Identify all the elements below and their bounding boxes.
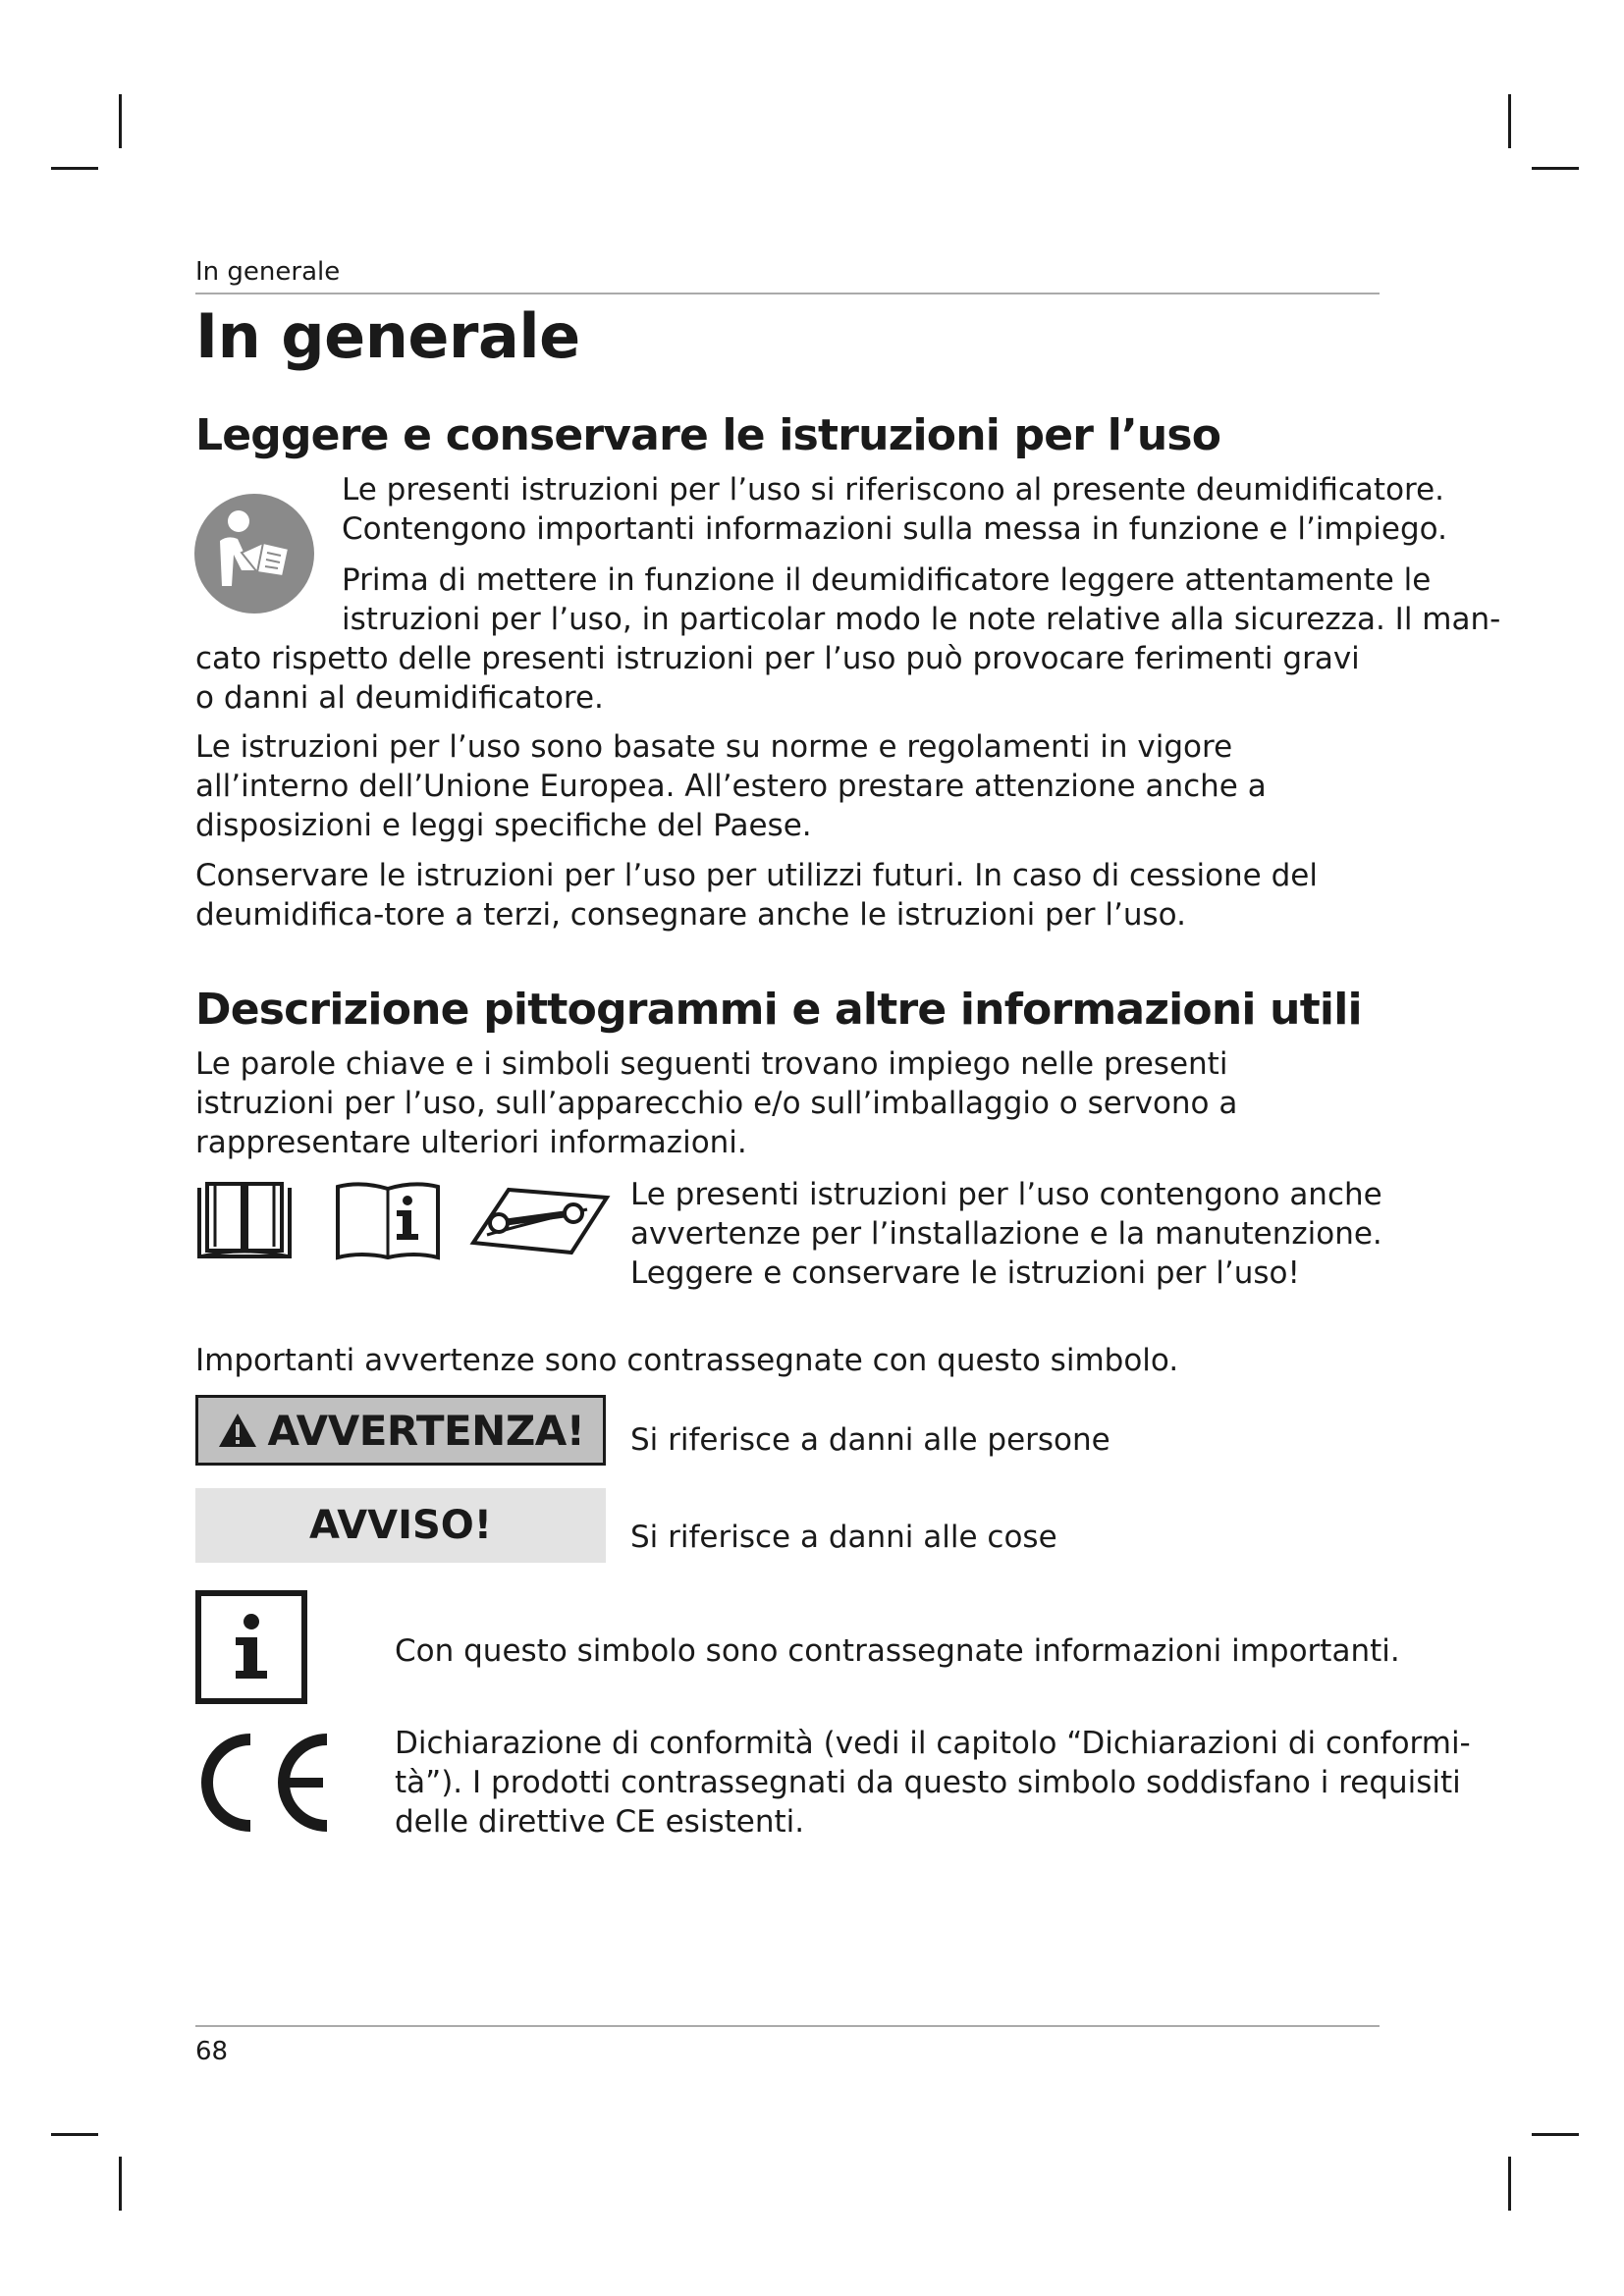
intro-line: Le presenti istruzioni per l’uso si riferiscono al presente deumidificatore. bbox=[342, 472, 1445, 507]
wrench-book-icon bbox=[469, 1184, 611, 1258]
crop-mark bbox=[119, 94, 122, 148]
important-note: Importanti avvertenze sono contrassegnate con questo simbolo. bbox=[195, 1343, 1179, 1378]
paragraph bbox=[195, 639, 1374, 718]
manual-note-line: avvertenze per l’installazione e la manutenzione. bbox=[630, 1216, 1382, 1252]
paragraph-text: Le istruzioni per l’uso sono basate su norme e regolamenti in vigore all’interno dell’Unione Europea. All’estero prestare attenzione anche a disposizioni e leggi specifiche del Paese. bbox=[195, 729, 1267, 843]
paragraph-text: Le parole chiave e i simboli seguenti trovano impiego nelle presenti istruzioni per l’uso, sull’apparecchio e/o sull’imballaggio o servono a rappresentare ulteriori informazioni. bbox=[195, 1046, 1238, 1160]
crop-mark bbox=[1532, 167, 1579, 170]
ce-description-line: Dichiarazione di conformità (vedi il capitolo “Dichiarazioni di conformi- bbox=[395, 1726, 1471, 1761]
ce-mark-icon bbox=[195, 1730, 333, 1836]
section-heading-instructions: Leggere e conservare le istruzioni per l’uso bbox=[195, 410, 1221, 460]
open-book-icon bbox=[195, 1178, 294, 1260]
crop-mark bbox=[119, 2157, 122, 2211]
crop-mark bbox=[1532, 2133, 1579, 2136]
warning-triangle-icon bbox=[217, 1412, 258, 1449]
crop-mark bbox=[1508, 2157, 1511, 2211]
info-icon bbox=[195, 1590, 307, 1704]
section-heading-pictograms: Descrizione pittogrammi e altre informazioni utili bbox=[195, 985, 1362, 1035]
ce-description-line: tà”). I prodotti contrassegnati da questo simbolo soddisfano i requisiti bbox=[395, 1765, 1461, 1800]
running-header: In generale bbox=[195, 257, 341, 287]
notice-description: Si riferisce a danni alle cose bbox=[630, 1520, 1057, 1555]
paragraph bbox=[195, 727, 1325, 845]
footer-rule bbox=[195, 2025, 1380, 2027]
warning-description: Si riferisce a danni alle persone bbox=[630, 1422, 1110, 1458]
info-description: Con questo simbolo sono contrassegnate informazioni importanti. bbox=[395, 1633, 1400, 1669]
ce-description-line: delle direttive CE esistenti. bbox=[395, 1804, 805, 1840]
paragraph-text: Conservare le istruzioni per l’uso per utilizzi futuri. In caso di cessione del deumidifica-tore a terzi, consegnare anche le istruzioni per l’uso. bbox=[195, 858, 1318, 933]
paragraph bbox=[195, 856, 1383, 934]
page-number: 68 bbox=[195, 2037, 229, 2066]
read-manual-icon bbox=[192, 492, 316, 615]
page-title: In generale bbox=[195, 300, 580, 372]
notice-label-box bbox=[195, 1488, 606, 1563]
intro-line: istruzioni per l’uso, in particolar modo le note relative alla sicurezza. Il man- bbox=[342, 602, 1501, 637]
intro-line: Prima di mettere in funzione il deumidificatore leggere attentamente le bbox=[342, 562, 1432, 598]
intro-line: Contengono importanti informazioni sulla messa in funzione e l’impiego. bbox=[342, 511, 1447, 547]
header-rule bbox=[195, 293, 1380, 294]
paragraph bbox=[195, 1044, 1344, 1162]
paragraph-text: cato rispetto delle presenti istruzioni per l’uso può provocare ferimenti gravi o danni al deumidificatore. bbox=[195, 641, 1360, 716]
warning-label-box bbox=[195, 1395, 606, 1466]
manual-note-line: Le presenti istruzioni per l’uso contengono anche bbox=[630, 1177, 1382, 1212]
warning-label: AVVERTENZA! bbox=[267, 1406, 585, 1455]
crop-mark bbox=[51, 2133, 98, 2136]
crop-mark bbox=[51, 167, 98, 170]
info-book-icon bbox=[334, 1179, 442, 1261]
crop-mark bbox=[1508, 94, 1511, 148]
manual-note-line: Leggere e conservare le istruzioni per l’uso! bbox=[630, 1255, 1300, 1291]
notice-label: AVVISO! bbox=[308, 1503, 493, 1548]
